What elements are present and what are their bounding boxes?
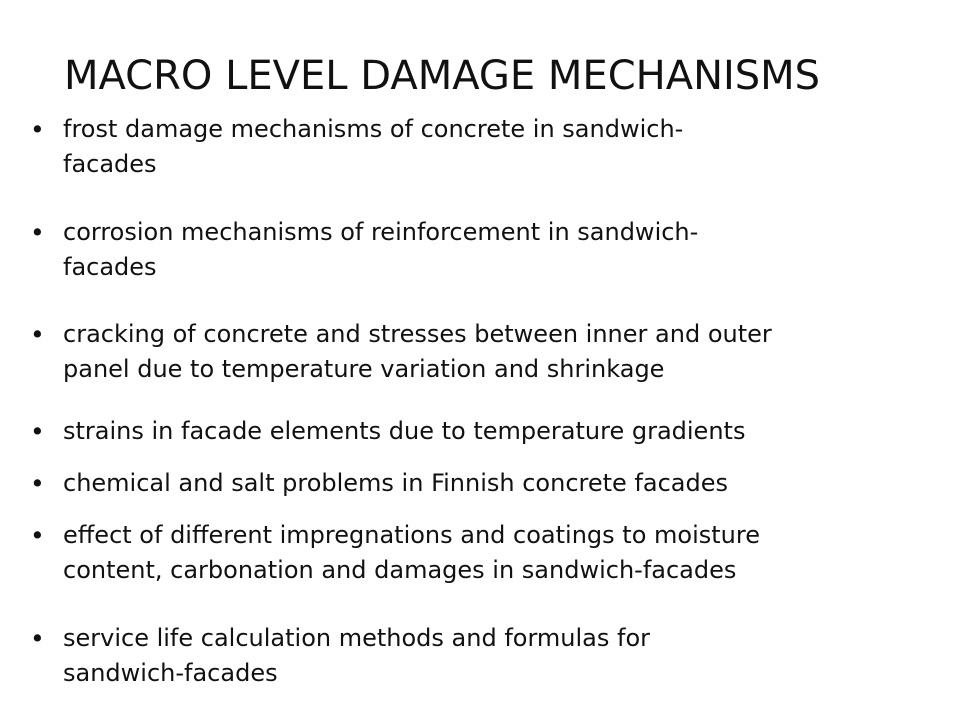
bullet-line: panel due to temperature variation and shrinkage	[63, 355, 665, 383]
bullet-line: facades	[63, 253, 157, 281]
bullet-line: content, carbonation and damages in sandwich-facades	[63, 556, 737, 584]
bullet-text	[63, 112, 953, 182]
bullet-dot: •	[30, 218, 45, 247]
bullet-text	[63, 518, 953, 588]
slide-title: MACRO LEVEL DAMAGE MECHANISMS	[64, 53, 821, 99]
bullet-line: frost damage mechanisms of concrete in sandwich-	[63, 115, 684, 143]
bullet-line: sandwich-facades	[63, 659, 278, 687]
bullet-line: facades	[63, 150, 157, 178]
bullet-dot: •	[30, 417, 45, 446]
bullet-text	[63, 466, 953, 501]
bullet-line: effect of different impregnations and coatings to moisture	[63, 521, 760, 549]
bullet-dot: •	[30, 624, 45, 653]
bullet-text	[63, 317, 953, 387]
bullet-dot: •	[30, 115, 45, 144]
bullet-line: strains in facade elements due to temperature gradients	[63, 417, 746, 445]
bullet-text	[63, 414, 953, 449]
bullet-line: service life calculation methods and formulas for	[63, 624, 651, 652]
bullet-dot: •	[30, 521, 45, 550]
bullet-dot: •	[30, 469, 45, 498]
bullet-text	[63, 621, 953, 691]
bullet-dot: •	[30, 320, 45, 349]
bullet-line: cracking of concrete and stresses between inner and outer	[63, 320, 772, 348]
bullet-text	[63, 215, 953, 285]
bullet-line: corrosion mechanisms of reinforcement in sandwich-	[63, 218, 699, 246]
bullet-line: chemical and salt problems in Finnish concrete facades	[63, 469, 728, 497]
